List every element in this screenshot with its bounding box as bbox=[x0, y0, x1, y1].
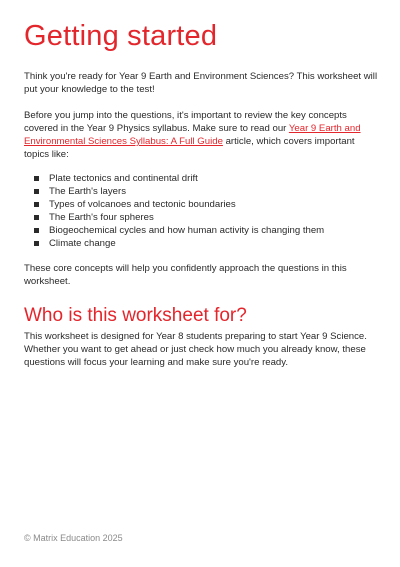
page-title: Getting started bbox=[24, 20, 218, 52]
who-paragraph: This worksheet is designed for Year 8 students preparing to start Year 9 Science. Whether you want to get ahead or just check how much you already know, these questions will focus your learning and make sure you're ready. bbox=[24, 331, 367, 368]
topic-label: Biogeochemical cycles and how human activity is changing them bbox=[49, 225, 325, 236]
bullet-icon bbox=[34, 202, 39, 207]
topic-label: Climate change bbox=[49, 238, 116, 249]
copyright-footer: © Matrix Education 2025 bbox=[24, 533, 123, 543]
list-item bbox=[24, 237, 364, 250]
bullet-icon bbox=[34, 228, 39, 233]
topic-label: Types of volcanoes and tectonic boundaries bbox=[49, 199, 236, 210]
core-concepts-paragraph: These core concepts will help you confidently approach the questions in this worksheet. bbox=[24, 263, 347, 287]
bullet-icon bbox=[34, 189, 39, 194]
bullet-icon bbox=[34, 176, 39, 181]
list-item bbox=[24, 185, 364, 198]
section-heading-who: Who is this worksheet for? bbox=[24, 305, 247, 326]
list-item bbox=[24, 198, 364, 211]
list-item bbox=[24, 211, 364, 224]
bullet-icon bbox=[34, 215, 39, 220]
review-text-after: article, which covers important topics like: bbox=[24, 136, 355, 160]
review-text-before: Before you jump into the questions, it's important to review the key concepts covered in the Year 9 Physics syllabus. Make sure to read our bbox=[24, 110, 347, 134]
bullet-icon bbox=[34, 241, 39, 246]
list-item bbox=[24, 224, 364, 237]
intro-paragraph: Think you're ready for Year 9 Earth and Environment Sciences? This worksheet will put your knowledge to the test! bbox=[24, 71, 378, 95]
list-item bbox=[24, 172, 364, 185]
syllabus-guide-link[interactable]: Year 9 Earth and Environmental Sciences Syllabus: A Full Guide bbox=[24, 123, 361, 147]
topic-label: The Earth's four spheres bbox=[49, 212, 154, 223]
topic-label: Plate tectonics and continental drift bbox=[49, 173, 198, 184]
topics-list bbox=[24, 172, 364, 250]
review-paragraph bbox=[24, 109, 380, 161]
topic-label: The Earth's layers bbox=[49, 186, 127, 197]
